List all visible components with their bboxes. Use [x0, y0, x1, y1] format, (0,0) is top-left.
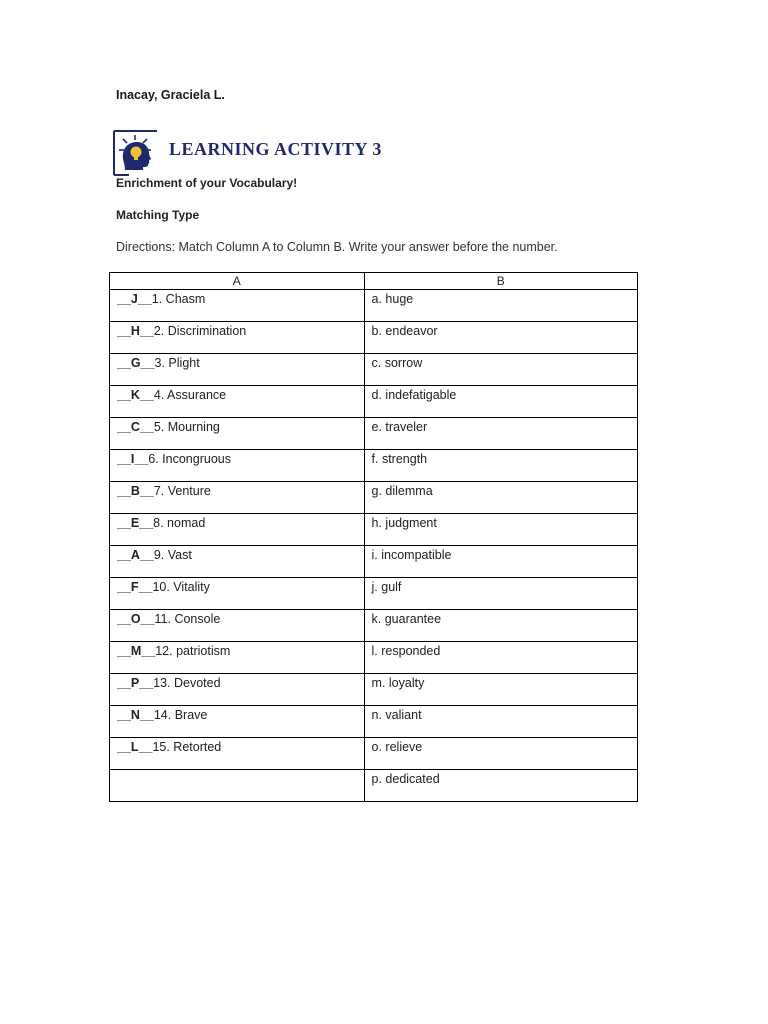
answer-blank: __L__ [117, 740, 153, 754]
table-row [110, 546, 638, 578]
column-a-cell [110, 514, 365, 546]
table-row [110, 418, 638, 450]
answer-blank: __I__ [117, 452, 149, 466]
column-a-cell [110, 578, 365, 610]
column-a-cell [110, 546, 365, 578]
answer-blank: __P__ [117, 676, 154, 690]
column-a-cell [110, 386, 365, 418]
column-a-cell [110, 290, 365, 322]
choice-text: c. sorrow [364, 354, 637, 386]
subtitle: Enrichment of your Vocabulary! [116, 176, 298, 190]
table-row [110, 578, 638, 610]
choice-text: d. indefatigable [364, 386, 637, 418]
choice-text: l. responded [364, 642, 637, 674]
table-row [110, 322, 638, 354]
column-a-cell [110, 674, 365, 706]
table-row [110, 354, 638, 386]
choice-text: i. incompatible [364, 546, 637, 578]
head-lightbulb-icon [113, 130, 159, 176]
column-a-cell [110, 482, 365, 514]
directions-text: Directions: Match Column A to Column B. Write your answer before the number. [116, 240, 558, 254]
column-a-cell [110, 706, 365, 738]
answer-blank: __E__ [117, 516, 154, 530]
table-row [110, 770, 638, 802]
activity-title: LEARNING ACTIVITY 3 [169, 139, 382, 159]
table-row [110, 450, 638, 482]
matching-table [109, 272, 638, 802]
term-text: 1. Chasm [151, 292, 206, 306]
student-name: Inacay, Graciela L. [116, 88, 225, 102]
term-text: 6. Incongruous [148, 452, 231, 466]
answer-blank: __M__ [117, 644, 156, 658]
answer-blank: __O__ [117, 612, 155, 626]
table-row [110, 642, 638, 674]
table-row [110, 290, 638, 322]
column-a-cell [110, 450, 365, 482]
term-text: 10. Vitality [152, 580, 210, 594]
term-text: 7. Venture [153, 484, 211, 498]
choice-text: f. strength [364, 450, 637, 482]
table-row [110, 674, 638, 706]
answer-blank: __J__ [117, 292, 152, 306]
column-a-header: A [110, 273, 365, 290]
term-text: 14. Brave [153, 708, 208, 722]
column-a-cell [110, 770, 365, 802]
answer-blank: __C__ [117, 420, 154, 434]
table-row [110, 610, 638, 642]
table-row [110, 706, 638, 738]
choice-text: g. dilemma [364, 482, 637, 514]
activity-banner [113, 130, 413, 176]
table-body [110, 290, 638, 802]
term-text: 2. Discrimination [153, 324, 247, 338]
column-a-cell [110, 418, 365, 450]
table-row [110, 386, 638, 418]
answer-blank: __F__ [117, 580, 153, 594]
choice-text: n. valiant [364, 706, 637, 738]
choice-text: k. guarantee [364, 610, 637, 642]
column-a-cell [110, 738, 365, 770]
term-text: 5. Mourning [153, 420, 220, 434]
term-text: 8. nomad [153, 516, 206, 530]
choice-text: b. endeavor [364, 322, 637, 354]
choice-text: o. relieve [364, 738, 637, 770]
table-header-row [110, 273, 638, 290]
term-text: 4. Assurance [153, 388, 227, 402]
column-b-header: B [364, 273, 637, 290]
column-a-cell [110, 610, 365, 642]
column-a-cell [110, 322, 365, 354]
table-row [110, 482, 638, 514]
answer-blank: __G__ [117, 356, 155, 370]
term-text: 13. Devoted [153, 676, 221, 690]
column-a-cell [110, 354, 365, 386]
section-heading: Matching Type [116, 208, 200, 222]
table-row [110, 738, 638, 770]
table-row [110, 514, 638, 546]
answer-blank: __B__ [117, 484, 154, 498]
answer-blank: __N__ [117, 708, 154, 722]
choice-text: e. traveler [364, 418, 637, 450]
choice-text: a. huge [364, 290, 637, 322]
answer-blank: __A__ [117, 548, 154, 562]
choice-text: j. gulf [364, 578, 637, 610]
term-text: 3. Plight [154, 356, 200, 370]
term-text: 11. Console [154, 612, 221, 626]
choice-text: m. loyalty [364, 674, 637, 706]
column-a-cell [110, 642, 365, 674]
answer-blank: __H__ [117, 324, 154, 338]
term-text: 15. Retorted [152, 740, 222, 754]
answer-blank: __K__ [117, 388, 154, 402]
term-text: 12. patriotism [155, 644, 231, 658]
choice-text: h. judgment [364, 514, 637, 546]
choice-text: p. dedicated [364, 770, 637, 802]
term-text: 9. Vast [153, 548, 192, 562]
